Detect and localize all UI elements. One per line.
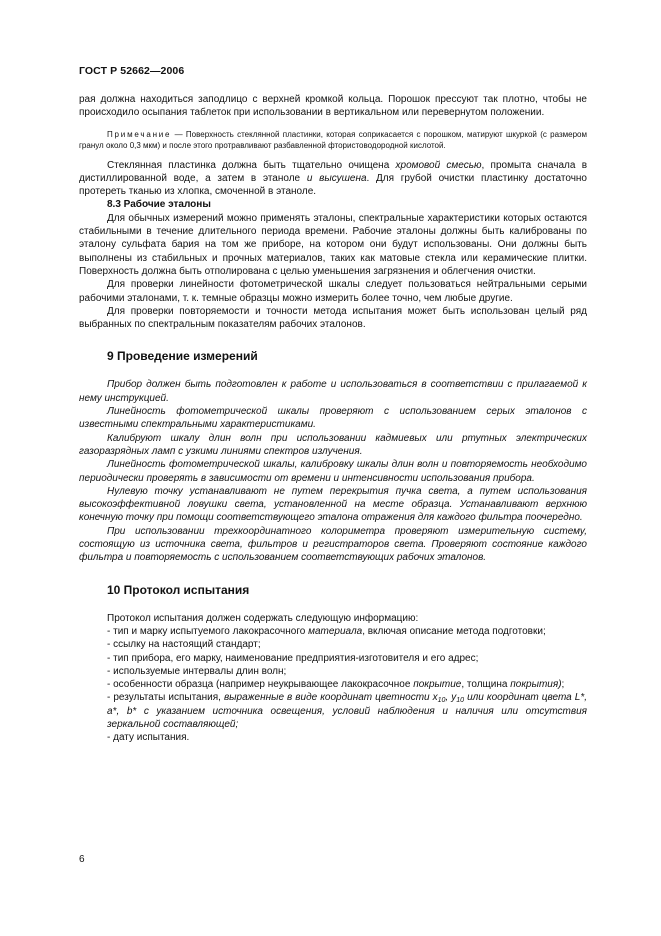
text-run: , включая описание метода подготовки; — [362, 625, 546, 637]
section-heading-9: 9 Проведение измерений — [107, 349, 258, 364]
list-item — [107, 678, 587, 691]
page-number: 6 — [79, 854, 85, 865]
paragraph-linearity-check: Для проверки линейности фотометрической шкалы следует пользоваться нейтральными серыми рабочими эталонами, т. к. темные образцы можно измерить более точно, чем любые другие. — [79, 279, 587, 304]
text-run-italic: хромовой смесью — [395, 159, 482, 171]
note-label: Примечание — [107, 129, 172, 139]
text-run-italic: покрытие — [413, 679, 462, 691]
subscript: 10 — [437, 697, 446, 705]
text-run: - результаты испытания, — [107, 692, 224, 704]
list-item: - дату испытания. — [107, 732, 190, 744]
text-run: , толщина — [461, 679, 511, 691]
page-header-standard-number: ГОСТ Р 52662—2006 — [79, 65, 185, 77]
paragraph-wavelength-calibration: Калибруют шкалу длин волн при использовании кадмиевых или ртутных электрических газоразрядных ламп с узкими линиями спектров излучения. — [79, 432, 587, 457]
paragraph-report-intro: Протокол испытания должен содержать следующую информацию: — [107, 612, 419, 624]
list-item: - используемые интервалы длин волн; — [107, 665, 287, 677]
page-content — [79, 93, 587, 745]
paragraph-zero-point: Нулевую точку устанавливают не путем перекрытия пучка света, а путем использования высокоэффективной ловушки света, установленной на месте образца. Устанавливают верхнюю конечную точку при помощи соответствующего эталона отражения для каждого фильтра поочередно. — [79, 485, 587, 524]
text-run: - особенности образца (например неукрывающее лакокрасочное — [107, 679, 414, 691]
paragraph-repeatability-check: Для проверки повторяемости и точности метода испытания может быть использован целый ряд выбранных по спектральным показателям рабочих эталонов. — [79, 305, 587, 331]
text-run-italic: выраженные в виде координат цветности x — [223, 692, 438, 704]
list-item — [107, 625, 587, 638]
section-heading-10: 10 Протокол испытания — [107, 582, 250, 597]
text-run-italic: материала — [308, 625, 363, 637]
text-run: . Для грубой очистки пластинку достаточно протереть тканью из хлопка, смоченной в этаноле. — [79, 172, 587, 198]
subscript: 10 — [456, 697, 465, 705]
text-run: Стеклянная пластинка должна быть тщательно очищена — [107, 159, 396, 171]
text-run-italic: покрытия) — [510, 679, 562, 691]
note — [79, 129, 587, 151]
paragraph-photometric-linearity: Линейность фотометрической шкалы проверяют с использованием серых эталонов с известными спектральными характеристиками. — [79, 406, 587, 431]
list-item: - ссылку на настоящий стандарт; — [107, 639, 261, 651]
text-run: , промыта сначала в дистиллированной воде, а затем в этаноле — [79, 159, 588, 184]
paragraph-plate-cleaning — [79, 159, 587, 199]
report-items-list — [79, 625, 587, 745]
paragraph-periodic-check: Линейность фотометрической шкалы, калибровку шкалы длин волн и повторяемость необходимо периодически проверять в зависимости от времени и интенсивности использования прибора. — [79, 459, 587, 484]
paragraph-instrument-preparation: Прибор должен быть подготовлен к работе и использоваться в соответствии с прилагаемой к нему инструкцией. — [79, 379, 587, 404]
text-run-italic: , y — [445, 692, 457, 704]
note-text: — Поверхность стеклянной пластинки, которая соприкасается с порошком, матируют шкуркой (с размером гранул около 0,3 мкм) и после этого протравливают разбавленной фтористоводородной кислотой. — [79, 129, 587, 150]
paragraph-colorimeter: При использовании трехкоординатного колориметра проверяют измерительную систему, состоящую из источника света, фильтров и регистраторов света. Проверяют состояние каждого фильтра и повторяемость с использованием соответствующих рабочих эталонов. — [79, 525, 587, 564]
text-run: - тип и марку испытуемого лакокрасочного — [107, 625, 309, 637]
paragraph-working-standards: Для обычных измерений можно применять эталоны, спектральные характеристики которых остаются стабильными в течение длительного периода времени. Рабочие эталоны должны быть калиброваны по эталону сульфата бария на том же приборе, на котором они будут использованы. Они должны быть выполнены из стабильных и прочных материалов, таких как матовые стекла или керамические плитки. Поверхность должна быть отполирована с целью уменьшения загрязнения и облегчения очистки. — [79, 212, 587, 277]
list-item — [107, 691, 587, 731]
paragraph-continued: рая должна находиться заподлицо с верхней кромкой кольца. Порошок прессуют так плотно, чтобы не происходило осыпания таблеток при использовании в вертикальном или перевернутом положении. — [79, 94, 587, 119]
text-run-italic: или координат цвета L*, a*, b* с указанием источника освещения, условий наблюдения и наличия или отсутствия зеркальной составляющей; — [107, 692, 587, 730]
text-run-italic: и высушена — [306, 172, 367, 184]
subsection-heading-8-3: 8.3 Рабочие эталоны — [107, 199, 211, 211]
list-item: - тип прибора, его марку, наименование предприятия-изготовителя и его адрес; — [107, 652, 479, 664]
text-run: ; — [561, 679, 565, 691]
